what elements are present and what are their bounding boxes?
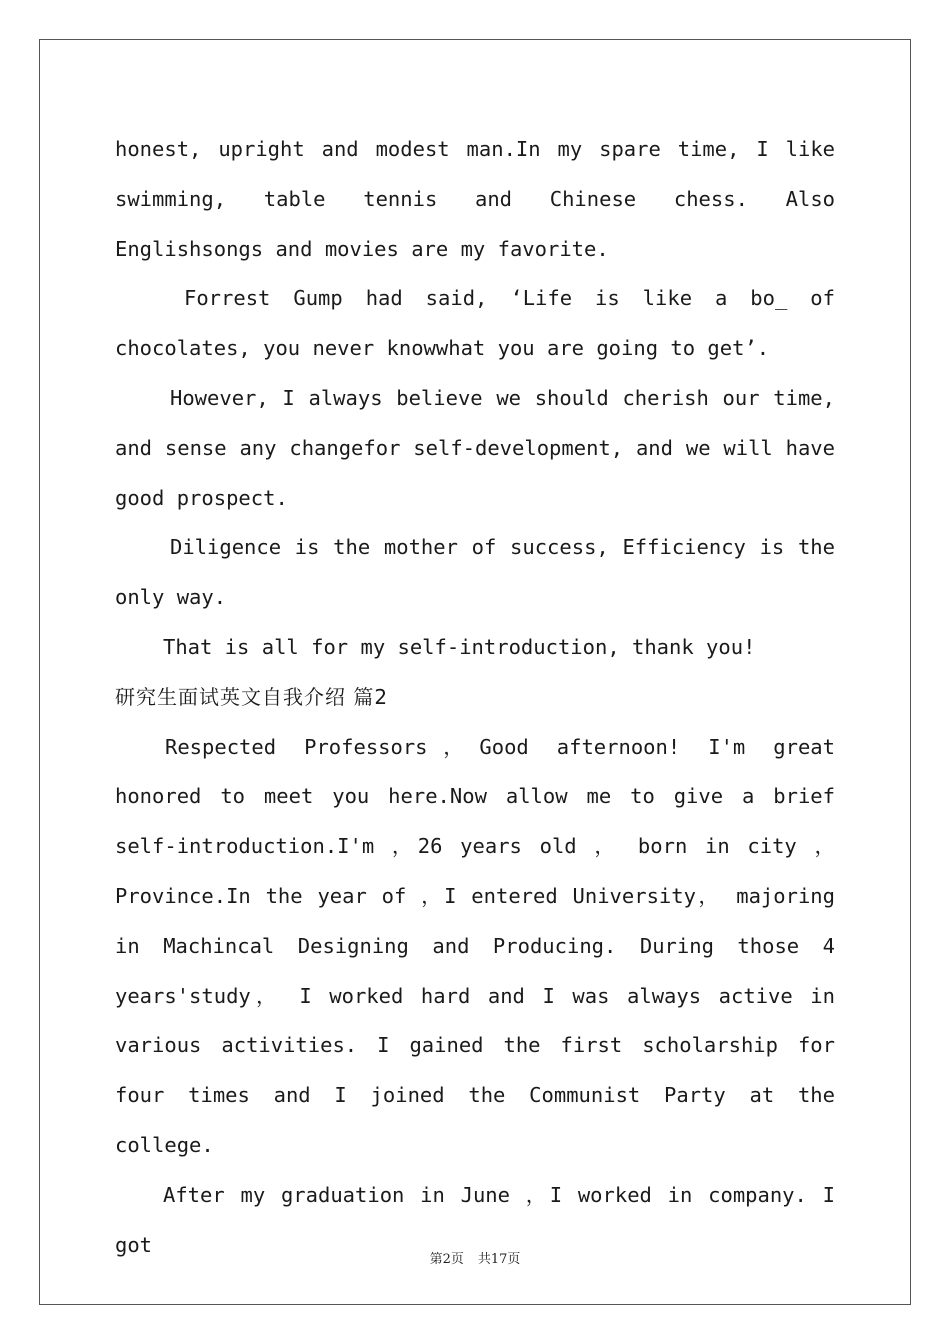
paragraph-1: honest, upright and modest man.In my spare time, I like swimming, table tennis and Chinese chess. Also Englishsongs and movies are my favorite. bbox=[115, 137, 835, 261]
section-heading: 研究生面试英文自我介绍 篇2 bbox=[115, 684, 389, 709]
page-footer bbox=[0, 1248, 950, 1267]
document-body bbox=[115, 125, 835, 1270]
paragraph-2: Forrest Gump had said, ‘Life is like a bo_ of chocolates, you never knowwhat you are going to get’. bbox=[115, 286, 835, 361]
paragraph-6: Respected Professors，Good afternoon! I'm great honored to meet you here.Now allow me to give a brief self-introduction.I'm ，26 years old ， born in city ， Province.In the year of ，I entered University， majoring in Machincal Designing and Producing. During those 4 years'study， I worked hard and I was always active in various activities. I gained the first scholarship for four times and I joined the Communist Party at the college. bbox=[115, 734, 835, 1157]
page-number: 第2页 bbox=[429, 1252, 464, 1267]
paragraph-5: That is all for my self-introduction, thank you! bbox=[163, 634, 756, 659]
paragraph-7: After my graduation in June ，I worked in company. I got bbox=[115, 1182, 835, 1257]
paragraph-4: Diligence is the mother of success, Efficiency is the only way. bbox=[115, 535, 835, 610]
page-total: 共17页 bbox=[477, 1252, 521, 1267]
paragraph-3: However, I always believe we should cherish our time, and sense any changefor self-development, and we will have good prospect. bbox=[115, 385, 835, 510]
